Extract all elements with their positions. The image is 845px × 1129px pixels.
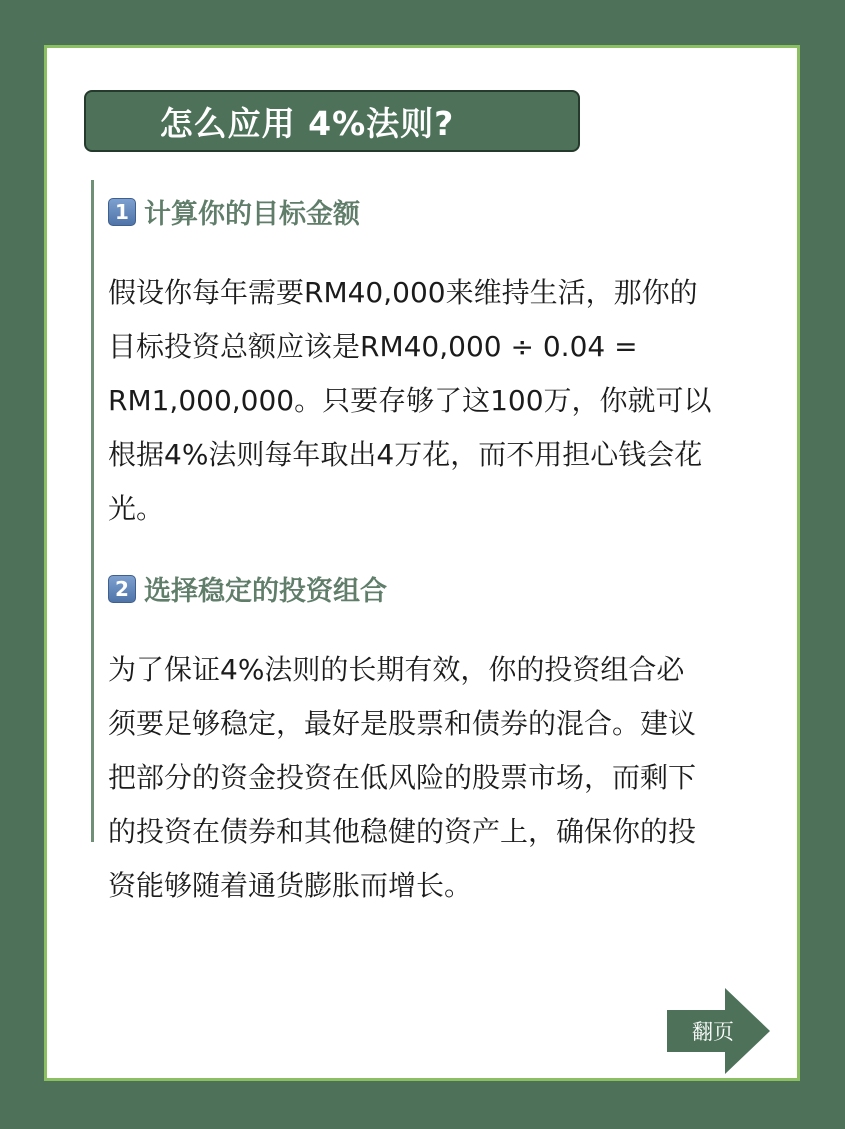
number-1-icon: 1 [108, 198, 136, 226]
section-1-line-5: 光。 [108, 492, 165, 525]
title-banner [84, 90, 580, 152]
section-1-heading: 计算你的目标金额 [144, 199, 360, 230]
section-2-line-2: 须要足够稳定，最好是股票和债券的混合。建议 [108, 707, 697, 740]
section-1-header [108, 192, 360, 231]
section-divider-line [91, 180, 94, 842]
section-1-line-4: 根据4%法则每年取出4万花，而不用担心钱会花 [108, 438, 703, 471]
section-1-line-1: 假设你每年需要RM40,000来维持生活，那你的 [108, 276, 698, 309]
section-1-line-2: 目标投资总额应该是RM40,000 ÷ 0.04 = [108, 330, 638, 363]
next-page-button[interactable] [667, 988, 770, 1074]
section-2-line-3: 把部分的资金投资在低风险的股票市场，而剩下 [108, 761, 697, 794]
section-2-line-5: 资能够随着通货膨胀而增长。 [108, 869, 473, 902]
section-2-header [108, 569, 387, 608]
section-2-body [108, 643, 768, 913]
page-title: 怎么应用 4%法则? [159, 103, 455, 143]
section-2-heading: 选择稳定的投资组合 [144, 576, 387, 607]
section-2-line-4: 的投资在债券和其他稳健的资产上，确保你的投 [108, 815, 697, 848]
number-2-icon: 2 [108, 575, 136, 603]
section-1-body [108, 266, 768, 536]
section-2-line-1: 为了保证4%法则的长期有效，你的投资组合必 [108, 653, 685, 686]
section-1-line-3: RM1,000,000。只要存够了这100万，你就可以 [108, 384, 712, 417]
next-page-label: 翻页 [692, 1020, 734, 1044]
